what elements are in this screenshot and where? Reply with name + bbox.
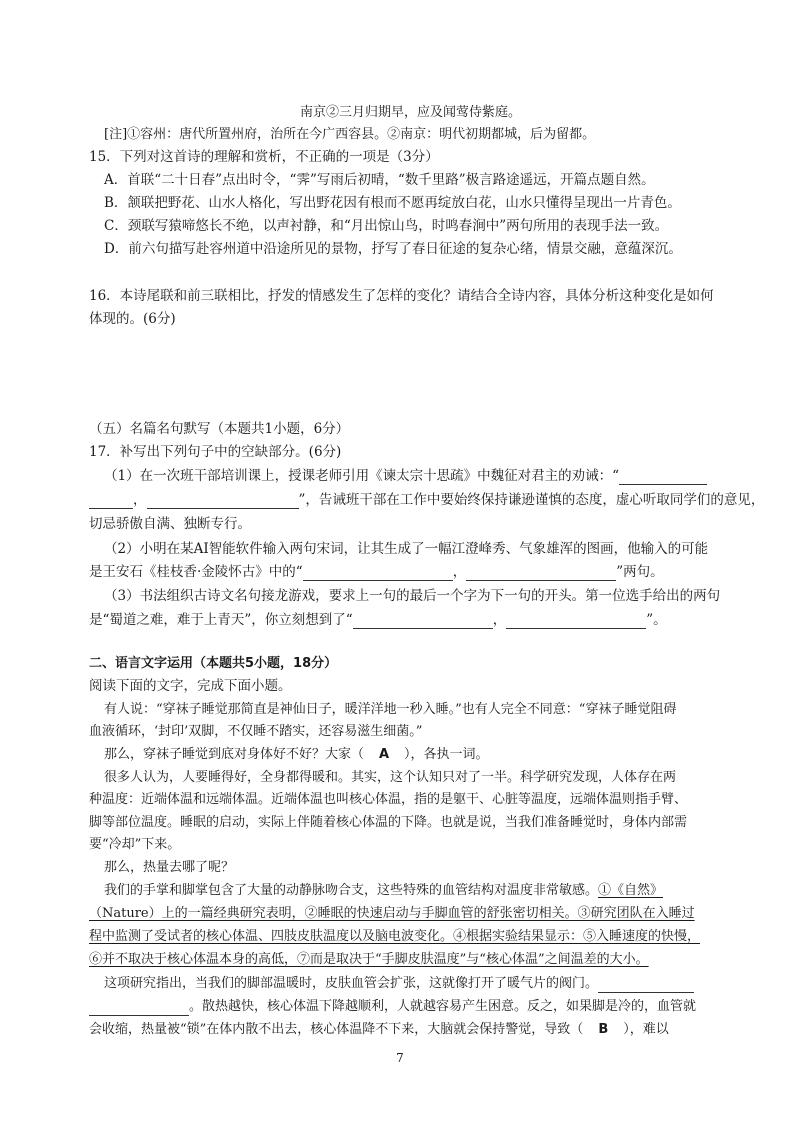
q17-item1-blank1-cont[interactable] [89,494,133,509]
part2-intro: 阅读下面的文字，完成下面小题。 [89,678,292,694]
answer-b: B [598,1022,609,1037]
passage-p3-line1: 很多人认为，人要睡得好，全身都得暖和。其实，这个认知只对了一半。科学研究发现，人体存在两 [104,770,677,785]
q17-item1-line2 [89,491,764,509]
passage-p2 [104,746,489,764]
passage-p5-text-a: 我们的手掌和脚掌包含了大量的动静脉吻合支，这些特殊的血管结构对温度非常敏感。 [104,883,599,898]
q17-item2-text-b: 是王安石《桂枝香·金陵怀古》中的“ [89,564,303,580]
answer-a: A [378,747,390,762]
q17-item3-comma: ， [492,612,507,628]
poem-last-line: 南京②三月归期早，应及闻莺侍紫庭。 [300,105,522,120]
q17-item3-line2 [89,611,667,629]
page-number: 7 [396,1051,404,1065]
q17-item2-line2 [89,563,664,581]
q17-item2-text-d: ”两句。 [616,564,664,580]
q16-line2: 体现的。(6分) [89,311,176,327]
passage-p3-line3: 脚等部位温度。睡眠的启动，实际上伴随着核心体温的下降。也就是说，当我们准备睡觉时，身体内部需 [89,815,688,830]
q17-item1-line3: 切忌骄傲自满、独断专行。 [89,516,251,532]
q17-item2-blank2[interactable] [466,566,616,581]
passage-p3-line2: 种温度：近端体温和远端体温。近端体温也叫核心体温，指的是躯干、心脏等温度，远端体温则指手臂、 [89,792,688,807]
q15-option-c: C．颈联写猿啼悠长不绝，以声衬静，和“月出惊山鸟，时鸣春涧中”两句所用的表现手法一致。 [104,218,669,234]
passage-p4: 那么，热量去哪了呢？ [104,860,235,875]
q17-item1-comma: ， [133,492,147,508]
passage-p5-line2: （Nature）上的一篇经典研究表明，②睡眠的快速启动与手脚血管的舒张密切相关。③研究团队在入睡过 [89,906,695,921]
q15-option-d: D．前六句描写赴容州道中沿途所见的景物，抒写了春日征途的复杂心绪，情景交融，意蕴深沉。 [104,241,682,257]
q15-stem: 15．下列对这首诗的理解和赏析，不正确的一项是（3分） [89,149,439,165]
passage-p6-line3 [89,1021,669,1039]
passage-p6-text-c: 会收缩，热量被“锁”在体内散不出去，核心体温降不下来，大脑就会保持警觉，导致（ [89,1022,584,1037]
part2-title: 二、语言文字运用（本题共5小题，18分） [89,656,338,671]
q17-item1-text-a: （1）在一次班干部培训课上，授课老师引用《谏太宗十思疏》中魏征对君主的劝诫：“ [104,468,619,484]
passage-p6-blank1[interactable] [598,978,694,993]
q15-option-b: B．颔联把野花、山水人格化，写出野花因有根而不愿再绽放白花，山水只懂得呈现出一片青色。 [104,195,681,211]
passage-p2-text-a: 那么，穿袜子睡觉到底对身体好不好？大家（ [104,747,365,762]
passage-p6-text-a: 这项研究指出，当我们的脚部温暖时，皮肤血管会扩张，这就像打开了暖气片的阀门。 [104,976,599,991]
passage-p5-line1 [104,882,663,900]
passage-p2-text-b: ），各执一词。 [404,747,489,762]
passage-p6-text-d: ），难以 [623,1022,669,1037]
q16-line1: 16．本诗尾联和前三联相比，抒发的情感发生了怎样的变化？请结合全诗内容，具体分析这种变化是如何 [89,288,714,304]
section5-title: （五）名篇名句默写（本题共1小题，6分） [89,421,350,437]
passage-p1-line1: 有人说：“穿袜子睡觉那简直是神仙日子，暖洋洋地一秒入睡。”也有人完全不同意：“穿袜子睡觉阻碍 [104,702,677,717]
q17-item2-line1: （2）小明在某AI智能软件输入两句宋词，让其生成了一幅江澄峰秀、气象雄浑的图画，他输入的可能 [104,541,709,557]
passage-p6-line2 [89,998,696,1016]
q17-stem: 17．补写出下列句子中的空缺部分。(6分) [89,444,342,460]
q17-item1-line1 [104,467,707,485]
q17-item1-blank2[interactable] [147,494,299,509]
q17-item3-text-b: 是“蜀道之难，难于上青天”，你立刻想到了“ [89,612,353,628]
q15-option-a: A．首联“二十日春”点出时令，“霁”写雨后初晴，“数千里路”极言路途遥远，开篇点题自然。 [104,172,655,188]
passage-p6-line1 [104,975,694,993]
q17-item3-blank1[interactable] [353,614,493,629]
passage-p5-underlined-start: ①《自然》 [598,883,664,898]
q17-item1-blank1[interactable] [619,470,707,485]
q17-item2-comma: ， [452,564,467,580]
q17-item1-text-c: ”，告诫班干部在工作中要始终保持谦逊谨慎的态度，虚心听取同学们的意见， [298,492,765,508]
passage-p5-line4: ⑥并不取决于核心体温本身的高低，⑦而是取决于“手脚皮肤温度”与“核心体温”之间温差的大小。 [89,952,649,967]
q17-item2-blank1[interactable] [303,566,453,581]
passage-p1-line2: 血液循环，‘封印’双脚，不仅睡不踏实，还容易滋生细菌。” [89,724,423,739]
passage-p5-line3: 程中监测了受试者的核心体温、四肢皮肤温度以及脑电波变化。④根据实验结果显示：⑤入睡速度的快慢， [89,929,701,944]
passage-p3-line4: 要“冷却”下来。 [89,837,181,852]
passage-p6-text-b: 。散热越快，核心体温下降越顺利，人就越容易产生困意。反之，如果脚是冷的，血管就 [189,999,697,1014]
passage-p6-blank1-cont[interactable] [89,1001,189,1016]
poem-note: [注]①容州：唐代所置州府，治所在今广西容县。②南京：明代初期都城，后为留都。 [104,127,596,142]
q17-item3-line1: （3）书法组织古诗文名句接龙游戏，要求上一句的最后一个字为下一句的开头。第一位选手给出的两句 [104,588,721,604]
q17-item3-blank2[interactable] [506,614,646,629]
q17-item3-text-d: ”。 [646,612,667,628]
